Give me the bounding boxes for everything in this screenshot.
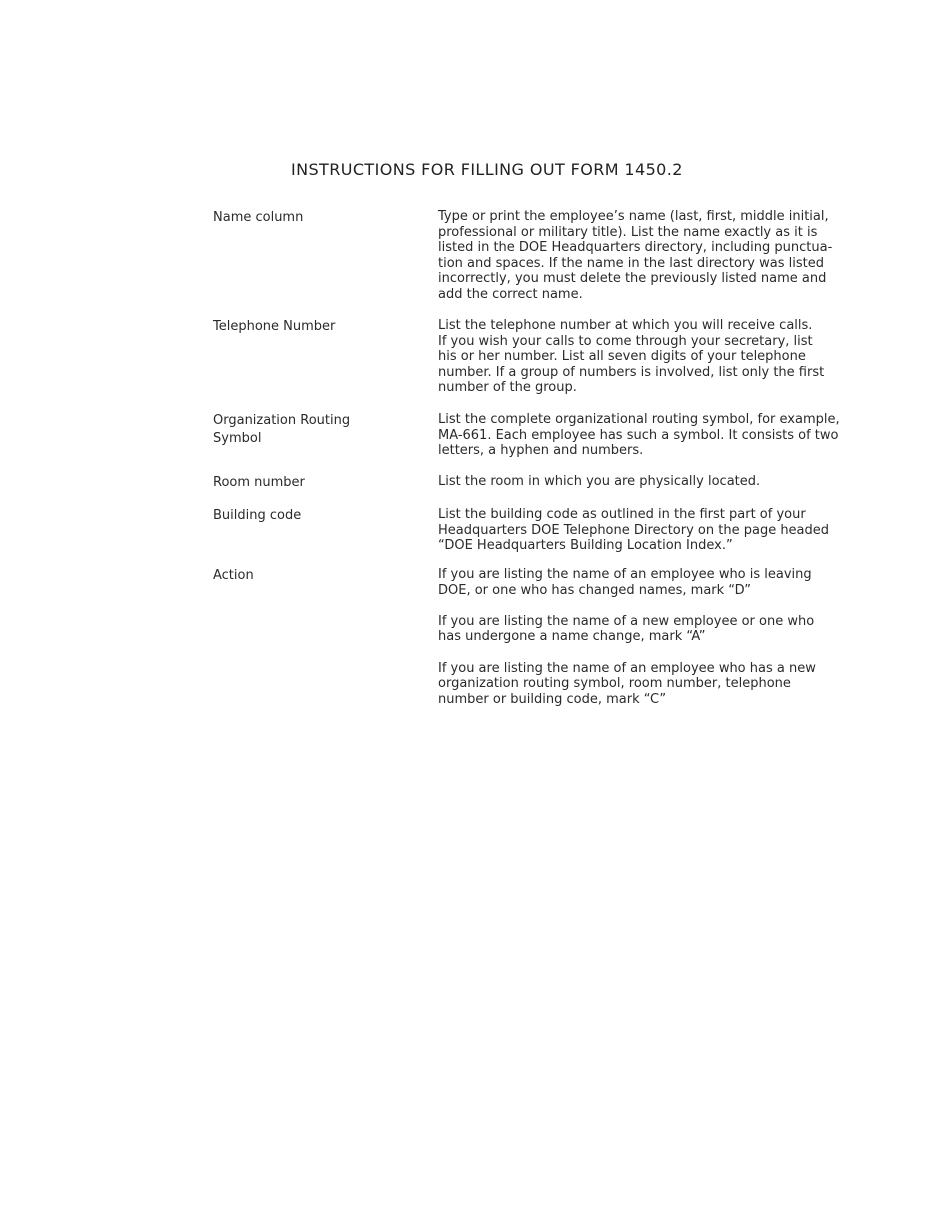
paragraph — [438, 614, 853, 645]
section-label — [213, 507, 413, 525]
section-description — [438, 209, 853, 303]
paragraph — [438, 412, 853, 459]
section-description — [438, 318, 853, 396]
label-line: Organization Routing — [213, 413, 351, 428]
label-line: Room number — [213, 475, 305, 490]
text-line: letters, a hyphen and numbers. — [438, 443, 644, 459]
label-line: Action — [213, 568, 254, 583]
text-line: his or her number. List all seven digits of your telephone — [438, 349, 806, 365]
page-title: INSTRUCTIONS FOR FILLING OUT FORM 1450.2 — [291, 160, 683, 179]
text-line: professional or military title). List the name exactly as it is — [438, 224, 818, 240]
label-line: Symbol — [213, 430, 262, 446]
label-line: Telephone Number — [213, 319, 336, 334]
text-line: add the correct name. — [438, 286, 583, 302]
text-line: If you are listing the name of a new employee or one who — [438, 613, 815, 629]
section-description — [438, 567, 853, 707]
text-line: “DOE Headquarters Building Location Index.” — [438, 538, 733, 554]
text-line: List the complete organizational routing symbol, for example, — [438, 412, 840, 427]
text-line: List the room in which you are physically located. — [438, 474, 761, 489]
label-line: Name column — [213, 210, 304, 225]
text-line: tion and spaces. If the name in the last directory was listed — [438, 255, 824, 271]
paragraph — [438, 318, 853, 396]
section-label — [213, 412, 413, 447]
section-description — [438, 507, 853, 554]
text-line: number. If a group of numbers is involved, list only the first — [438, 364, 825, 380]
section-label — [213, 209, 413, 227]
section-description — [438, 412, 853, 459]
section-label — [213, 567, 413, 585]
section-label — [213, 318, 413, 336]
paragraph — [438, 567, 853, 598]
text-line: List the telephone number at which you will receive calls. — [438, 318, 813, 333]
text-line: DOE, or one who has changed names, mark “D” — [438, 582, 752, 598]
label-line: Building code — [213, 508, 302, 523]
section-label — [213, 474, 413, 492]
paragraph — [438, 474, 853, 490]
text-line: has undergone a name change, mark “A” — [438, 629, 706, 645]
paragraph — [438, 507, 853, 554]
text-line: listed in the DOE Headquarters directory, including punctua- — [438, 240, 833, 256]
text-line: organization routing symbol, room number, telephone — [438, 676, 791, 692]
text-line: If you wish your calls to come through your secretary, list — [438, 333, 813, 349]
text-line: If you are listing the name of an employee who is leaving — [438, 567, 812, 582]
text-line: number or building code, mark “C” — [438, 691, 667, 707]
text-line: number of the group. — [438, 380, 577, 396]
paragraph — [438, 661, 853, 708]
text-line: List the building code as outlined in the first part of your — [438, 507, 806, 522]
section-description — [438, 474, 853, 490]
text-line: Type or print the employee’s name (last, first, middle initial, — [438, 209, 829, 224]
paragraph — [438, 209, 853, 303]
text-line: MA-661. Each employee has such a symbol. It consists of two — [438, 427, 839, 443]
text-line: If you are listing the name of an employee who has a new — [438, 660, 816, 676]
text-line: incorrectly, you must delete the previously listed name and — [438, 271, 827, 287]
text-line: Headquarters DOE Telephone Directory on the page headed — [438, 522, 830, 538]
